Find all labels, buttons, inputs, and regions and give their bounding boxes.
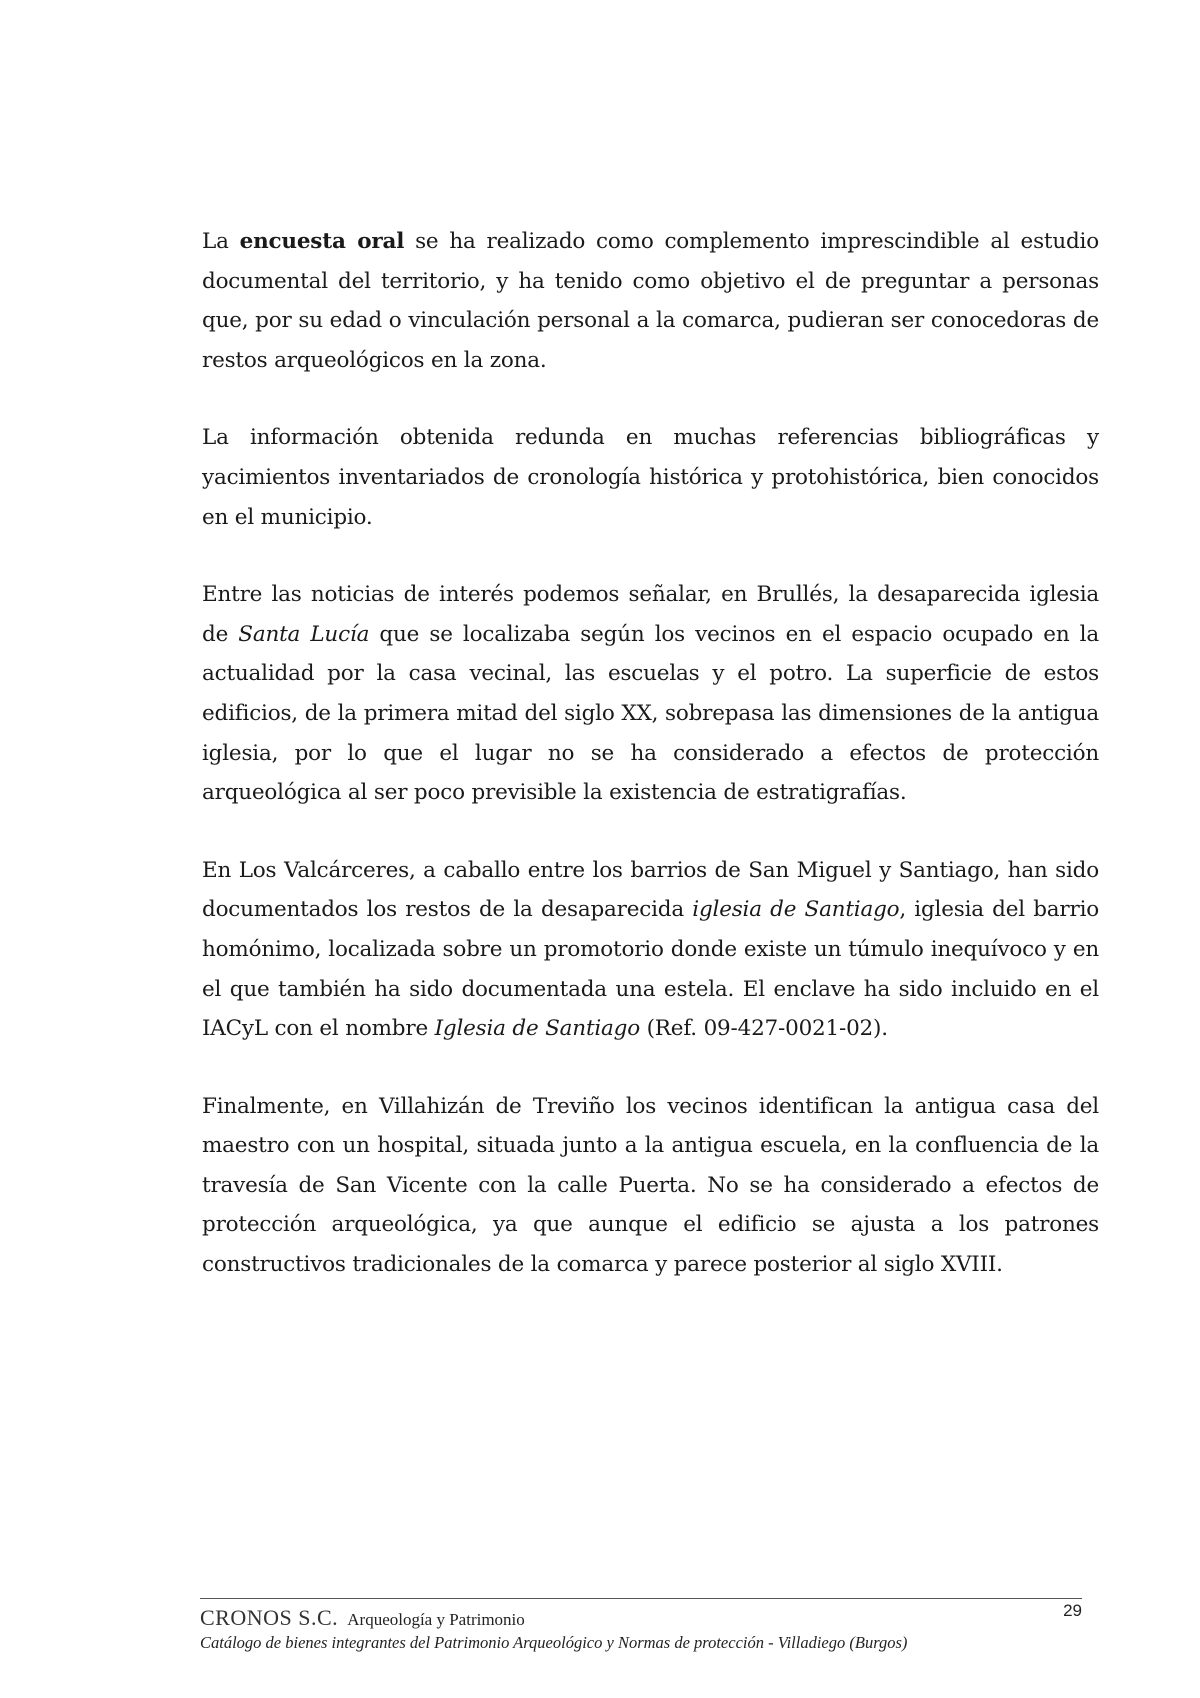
text-run: La información obtenida redunda en muchas referencias bibliográficas y yacimientos inventariados de cronología histórica y protohistórica, bien conocidos en el municipio. — [202, 425, 1099, 530]
text-run: La — [202, 229, 240, 254]
text-run: (Ref. 09-427-0021-02). — [639, 1016, 888, 1042]
text-run: que se localizaba según los vecinos en el espacio ocupado en la actualidad por la casa vecinal, las escuelas y el potro. La superficie de estos edificios, de la primera mitad del siglo XX, sobrepasa las dimensiones de la antigua iglesia, por lo que el lugar no se ha considerado a efectos de protección arqueológica al ser poco previsible la existencia de estratigrafías. — [202, 621, 1099, 806]
footer-document-title: Catálogo de bienes integrantes del Patrimonio Arqueológico y Normas de protección - Villadiego (Burgos) — [200, 1633, 908, 1652]
page-footer — [200, 1598, 1082, 1653]
text-run: , iglesia del barrio homónimo, localizada sobre un promotorio donde existe un túmulo inequívoco y en el que también ha sido documentada una estela. El enclave ha sido incluido en el IACyL con el nombre — [202, 897, 1100, 1042]
document-body — [202, 222, 1099, 1323]
text-run: En Los Valcárceres, a caballo entre los barrios de San Miguel y Santiago, han sido documentados los restos de la desaparecida — [202, 857, 1099, 923]
paragraph-encuesta-oral — [202, 222, 1099, 380]
footer-brand-line — [200, 1601, 1082, 1630]
text-run-italic: iglesia de Santiago — [692, 897, 900, 923]
paragraph-brulles — [202, 575, 1099, 813]
text-run: Finalmente, en Villahizán de Treviño los vecinos identifican la antigua casa del maestro con un hospital, situada junto a la antigua escuela, en la confluencia de la travesía de San Vicente con la calle Puerta. No se ha considerado a efectos de protección arqueológica, ya que aunque el edificio se ajusta a los patrones constructivos tradicionales de la comarca y parece posterior al siglo XVIII. — [202, 1093, 1099, 1278]
text-run: se ha realizado como complemento imprescindible al estudio documental del territorio, y ha tenido como objetivo el de preguntar a personas que, por su edad o vinculación personal a la comarca, pudieran ser conocedoras de restos arqueológicos en la zona. — [202, 229, 1099, 373]
footer-brand: CRONOS S.C. — [200, 1605, 339, 1630]
paragraph-los-valcarceres — [202, 851, 1099, 1049]
footer-brand-subtitle: Arqueología y Patrimonio — [347, 1610, 525, 1629]
text-run-italic: Iglesia de Santiago — [434, 1016, 640, 1042]
paragraph-informacion-obtenida — [202, 418, 1099, 537]
footer-divider — [200, 1598, 1082, 1599]
paragraph-villahizan — [202, 1087, 1099, 1285]
text-run-italic: Santa Lucía — [238, 621, 370, 647]
page-number: 29 — [1063, 1601, 1082, 1620]
text-run-bold: encuesta oral — [239, 229, 405, 254]
text-run: Entre las noticias de interés podemos señalar, en Brullés, la desaparecida iglesia de — [202, 582, 1099, 647]
